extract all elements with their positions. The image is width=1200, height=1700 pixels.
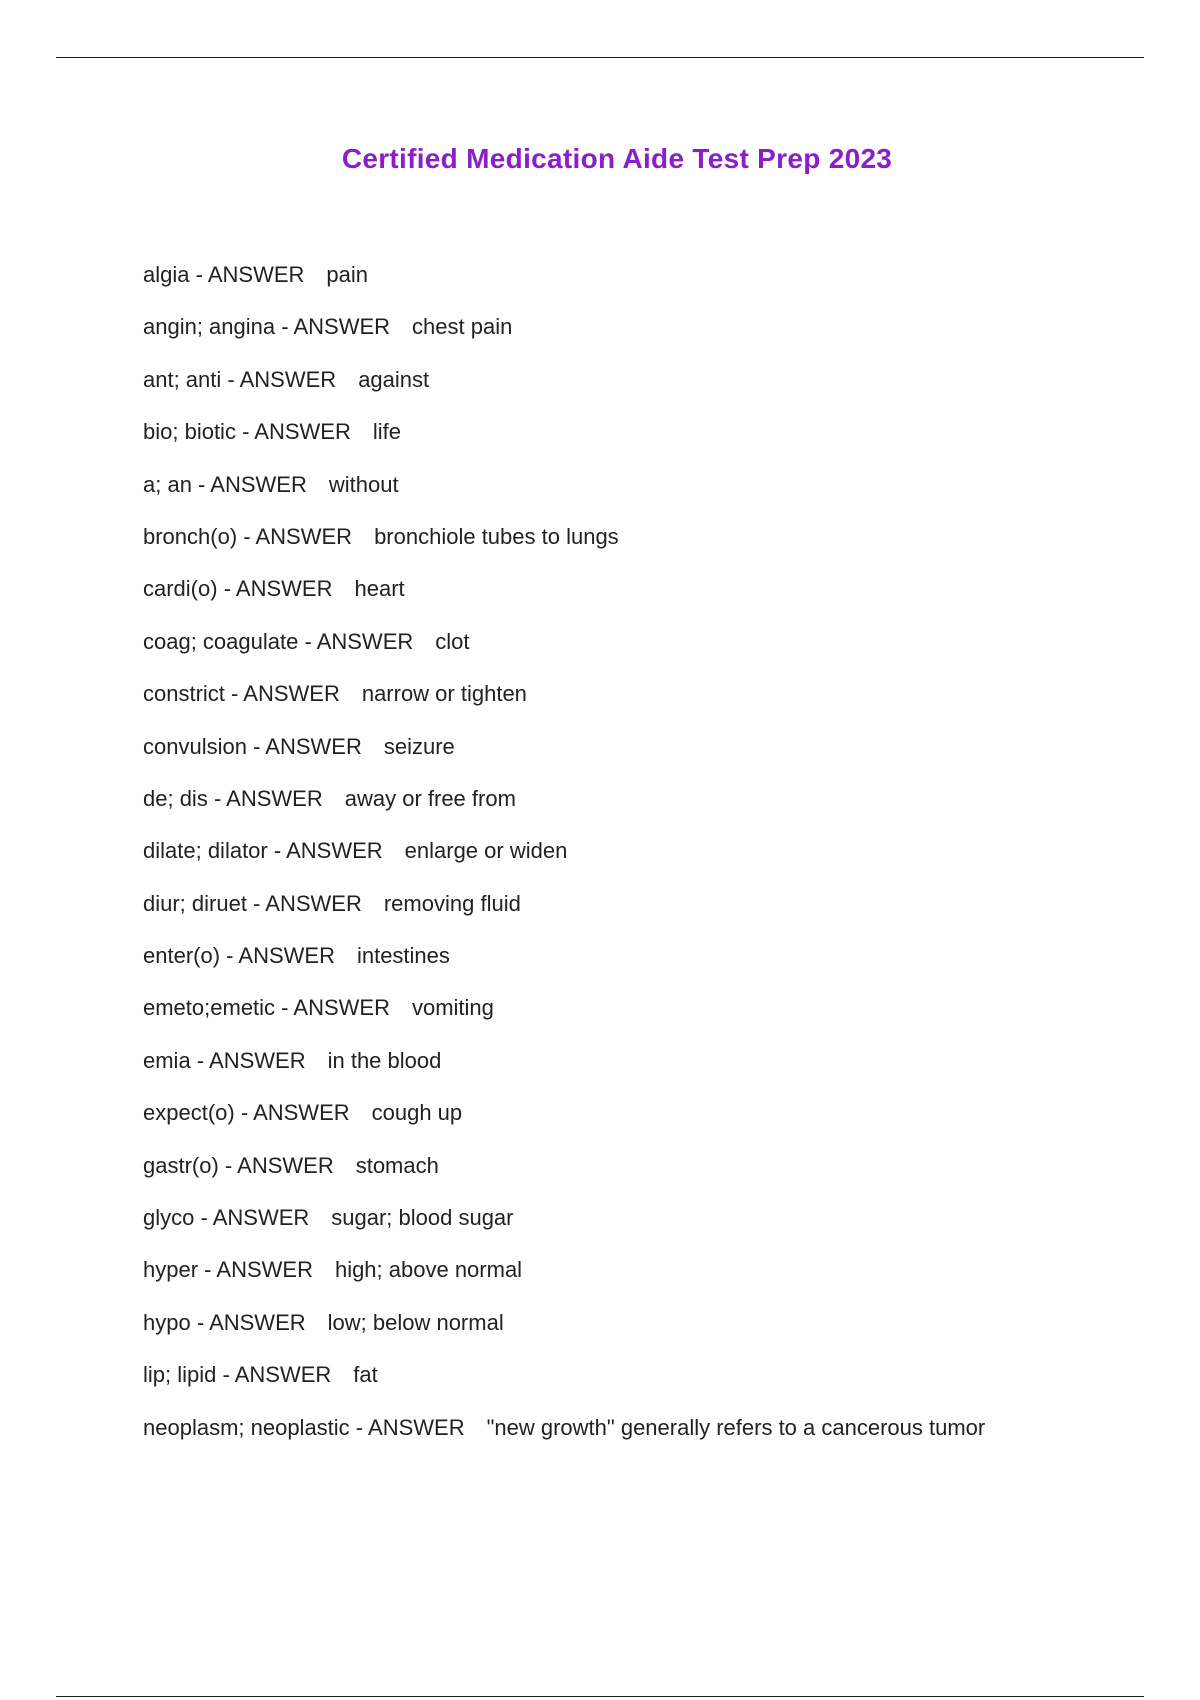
- top-rule: [56, 57, 1144, 58]
- entry-definition: chest pain: [412, 314, 513, 340]
- entry-definition: removing fluid: [383, 890, 521, 916]
- list-item: [143, 260, 1160, 312]
- entry-term: emeto;emetic -: [143, 995, 293, 1020]
- entry-definition: low; below normal: [327, 1309, 504, 1335]
- entry-term: expect(o) -: [143, 1100, 253, 1125]
- answer-label: ANSWER: [265, 890, 362, 916]
- entry-definition: "new growth" generally refers to a cancerous tumor: [486, 1414, 986, 1440]
- answer-label: ANSWER: [239, 366, 337, 392]
- list-item: [143, 1360, 1160, 1412]
- list-item: [143, 522, 1160, 574]
- entry-definition: seizure: [383, 733, 455, 759]
- entry-term: hyper -: [143, 1257, 216, 1282]
- entry-term: de; dis -: [143, 786, 226, 811]
- entry-definition: stomach: [355, 1152, 439, 1178]
- list-item: [143, 574, 1160, 626]
- entry-definition: heart: [354, 576, 405, 602]
- answer-label: ANSWER: [234, 1362, 332, 1388]
- answer-label: ANSWER: [243, 681, 340, 707]
- answer-label: ANSWER: [210, 471, 307, 497]
- answer-label: ANSWER: [368, 1414, 465, 1440]
- entry-definition: vomiting: [411, 995, 494, 1021]
- list-item: [143, 365, 1160, 417]
- answer-label: ANSWER: [254, 419, 351, 445]
- entry-term: diur; diruet -: [143, 891, 265, 916]
- entry-definition: pain: [326, 262, 368, 287]
- answer-label: ANSWER: [226, 785, 323, 811]
- entry-term: a; an -: [143, 472, 210, 497]
- list-item: [143, 1413, 1160, 1465]
- answer-label: ANSWER: [255, 523, 353, 549]
- list-item: [143, 1203, 1160, 1255]
- list-item: [143, 941, 1160, 993]
- entry-term: lip; lipid -: [143, 1362, 235, 1387]
- entry-definition: fat: [353, 1362, 378, 1388]
- entry-term: constrict -: [143, 681, 243, 706]
- answer-label: ANSWER: [216, 1257, 313, 1283]
- entry-term: algia -: [143, 262, 208, 287]
- entry-term: gastr(o) -: [143, 1153, 237, 1178]
- entry-definition: intestines: [356, 943, 450, 969]
- answer-label: ANSWER: [293, 314, 391, 340]
- list-item: [143, 312, 1160, 364]
- entry-definition: in the blood: [327, 1047, 442, 1073]
- entry-term: neoplasm; neoplastic -: [143, 1415, 368, 1440]
- list-item: [143, 1046, 1160, 1098]
- list-item: [143, 993, 1160, 1045]
- entry-definition: bronchiole tubes to lungs: [374, 523, 619, 549]
- answer-label: ANSWER: [253, 1100, 350, 1126]
- answer-label: ANSWER: [286, 838, 383, 864]
- entry-definition: cough up: [371, 1100, 463, 1126]
- answer-label: ANSWER: [209, 1309, 306, 1335]
- list-item: [143, 679, 1160, 731]
- entry-term: emia -: [143, 1048, 209, 1073]
- list-item: [143, 1098, 1160, 1150]
- entry-definition: away or free from: [344, 785, 516, 811]
- bottom-rule: [56, 1696, 1144, 1697]
- answer-label: ANSWER: [212, 1205, 310, 1231]
- entry-term: bronch(o) -: [143, 524, 256, 549]
- entry-term: dilate; dilator -: [143, 838, 286, 863]
- entry-term: coag; coagulate -: [143, 629, 317, 654]
- entry-term: hypo -: [143, 1310, 209, 1335]
- entry-definition: without: [328, 471, 399, 497]
- flashcard-list: [143, 260, 1160, 1465]
- entry-term: bio; biotic -: [143, 419, 254, 444]
- list-item: [143, 470, 1160, 522]
- answer-label: ANSWER: [316, 628, 414, 654]
- answer-label: ANSWER: [209, 1047, 306, 1073]
- entry-definition: life: [372, 419, 401, 445]
- list-item: [143, 889, 1160, 941]
- entry-term: glyco -: [143, 1205, 213, 1230]
- entry-definition: narrow or tighten: [361, 681, 527, 707]
- entry-term: cardi(o) -: [143, 576, 236, 601]
- answer-label: ANSWER: [237, 1152, 334, 1178]
- entry-term: ant; anti -: [143, 367, 240, 392]
- list-item: [143, 784, 1160, 836]
- entry-definition: against: [358, 366, 430, 392]
- entry-definition: clot: [435, 628, 470, 654]
- entry-term: enter(o) -: [143, 943, 238, 968]
- list-item: [143, 732, 1160, 784]
- answer-label: ANSWER: [238, 943, 335, 969]
- list-item: [143, 836, 1160, 888]
- answer-label: ANSWER: [293, 995, 390, 1021]
- list-item: [143, 627, 1160, 679]
- list-item: [143, 1151, 1160, 1203]
- entry-term: convulsion -: [143, 734, 265, 759]
- entry-term: angin; angina -: [143, 314, 293, 339]
- entry-definition: sugar; blood sugar: [331, 1205, 514, 1231]
- answer-label: ANSWER: [207, 262, 305, 287]
- list-item: [143, 1308, 1160, 1360]
- list-item: [143, 1255, 1160, 1307]
- entry-definition: high; above normal: [334, 1257, 523, 1283]
- list-item: [143, 417, 1160, 469]
- answer-label: ANSWER: [235, 576, 333, 602]
- entry-definition: enlarge or widen: [404, 838, 568, 864]
- answer-label: ANSWER: [265, 733, 362, 759]
- page-title: Certified Medication Aide Test Prep 2023: [341, 143, 893, 174]
